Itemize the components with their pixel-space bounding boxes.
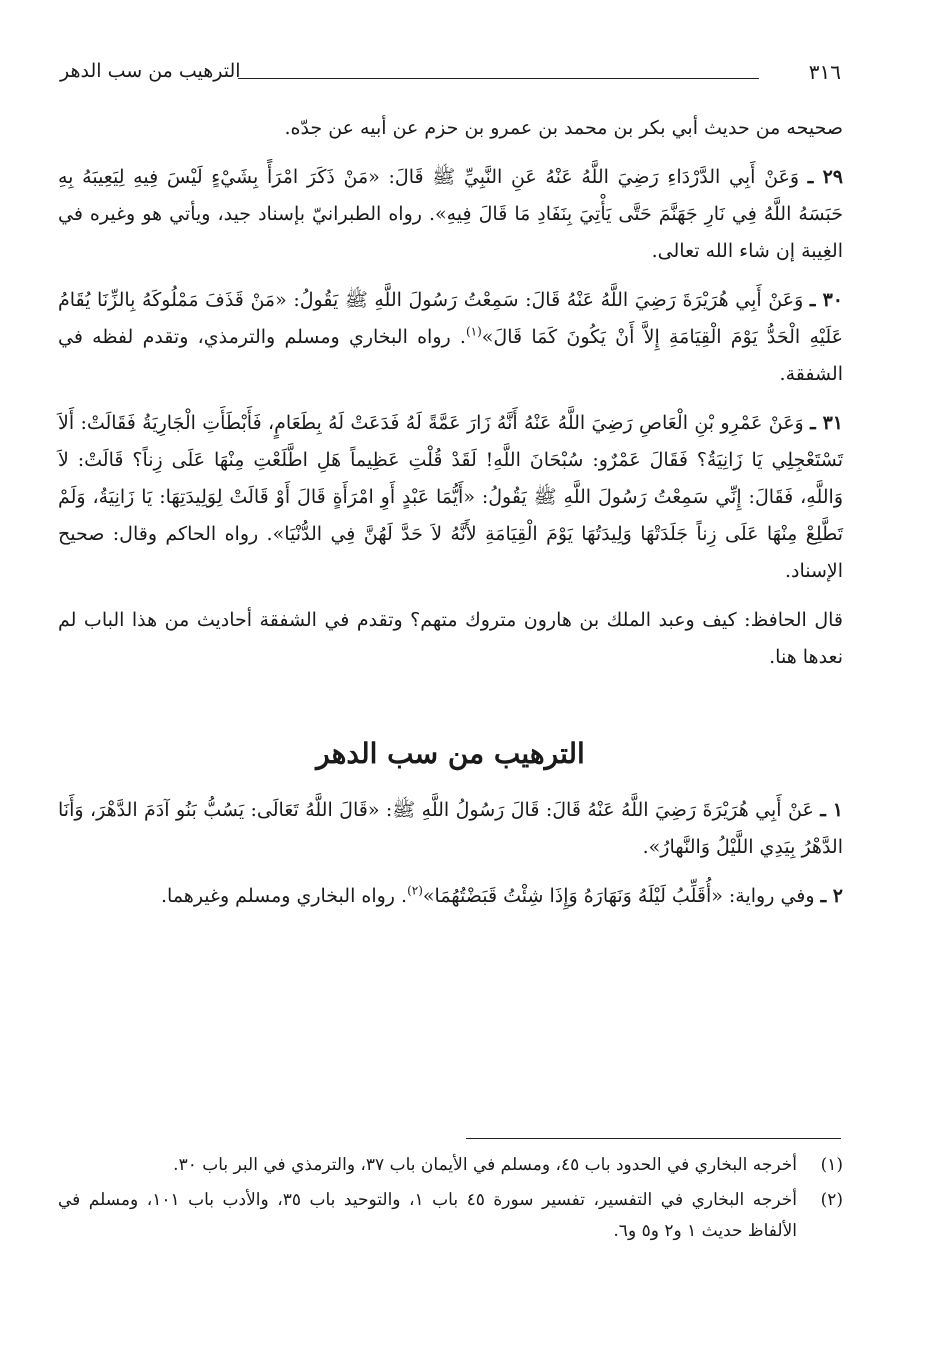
footnote-ref-2[interactable]: (٢): [407, 883, 423, 898]
footnote-number: (١): [820, 1155, 843, 1175]
hadith-text: وَعَنْ عَمْرِو بْنِ الْعَاصِ رَضِيَ اللَّهُ عَنْهُ أَنَّهُ زَارَ عَمَّةً لَهُ فَدَعَتْ لَهُ بِطَعَامٍ، فَأَبْطَأَتِ الْجَارِيَةُ فَقَالَتْ: أَلاَ تَسْتَعْجِلِي يَا زَانِيَةُ؟ فَقَالَ عَمْرٌو: سُبْحَانَ اللَّهِ! لَقَدْ قُلْتِ عَظِيماً هَلِ اطَّلَعْتِ مِنْهَا عَلَى زِناً؟ قَالَتْ: لاَ وَاللَّهِ، فَقَالَ: إِنِّي سَمِعْتُ رَسُولَ اللَّهِ ﷺ يَقُولُ: «أَيُّمَا عَبْدٍ أَوِ امْرَأَةٍ قَالَ أَوْ قَالَتْ لِوَلِيدَتِهَا: يَا زَانِيَةُ، وَلَمْ تَطَّلِعْ مِنْهَا عَلَى زِناً جَلَدَتْهَا وَلِيدَتُهَا يَوْمَ الْقِيَامَةِ لأَنَّهُ لاَ حَدَّ لَهُنَّ فِي الدُّنْيَا». رواه الحاكم وقال: صحيح الإسناد.: [58, 412, 843, 582]
footnote-rule: [466, 1138, 841, 1139]
hadith-text: وفي رواية: «أُقَلِّبُ لَيْلَهُ وَنَهَارَهُ وَإِذَا شِئْتُ قَبَضْتُهُمَا»: [422, 885, 815, 907]
running-header: [60, 52, 841, 92]
footnotes: [58, 1150, 843, 1251]
section-title: الترهيب من سب الدهر: [316, 737, 585, 770]
footnote-ref-1[interactable]: (١): [465, 324, 482, 339]
hadith-number: ٣٠ ـ: [809, 289, 843, 311]
footnote-number: (٢): [820, 1190, 843, 1210]
hadith-text: عَنْ أَبِي هُرَيْرَةَ رَضِيَ اللَّهُ عَنْهُ قَالَ: قَالَ رَسُولُ اللَّهِ ﷺ: «قَالَ اللَّهُ تَعَالَى: يَسُبُّ بَنُو آدَمَ الدَّهْرَ، وَأَنَا الدَّهْرُ بِيَدِي اللَّيْلُ وَالنَّهارُ».: [58, 799, 843, 858]
hadith-number: ٣١ ـ: [810, 412, 843, 434]
footnote-2: [58, 1185, 843, 1247]
hadith-text-after: . رواه البخاري ومسلم وغيرهما.: [160, 885, 408, 907]
page-number: ٣١٦: [808, 60, 841, 84]
paragraph-text: صحيحه من حديث أبي بكر بن محمد بن عمرو بن حزم عن أبيه عن جدّه.: [284, 117, 843, 139]
hadith-number: ٢٩ ـ: [807, 166, 843, 188]
section-hadith-1: [58, 792, 843, 866]
hadith-31: [58, 405, 843, 590]
hadith-30: [58, 282, 843, 393]
paragraph-text: قال الحافظ: كيف وعبد الملك بن هارون متروك متهم؟ وتقدم في الشفقة أحاديث من هذا الباب لم نعدها هنا.: [58, 609, 843, 668]
hadith-text: وَعَنْ أَبِي الدَّرْدَاءِ رَضِيَ اللَّهُ عَنْهُ عَنِ النَّبِيِّ ﷺ قَالَ: «مَنْ ذَكَرَ امْرَأً بِشَيْءٍ لَيْسَ فِيهِ لِيَعِيبَهُ بِهِ حَبَسَهُ اللَّهُ فِي نَارِ جَهَنَّمَ حَتَّى يَأْتِيَ بِنَفَادِ مَا قَالَ فِيهِ». رواه الطبرانيّ بإسناد جيد، ويأتي هو وغيره في الغِيبة إن شاء الله تعالى.: [58, 166, 843, 262]
hafiz-comment: [58, 602, 843, 676]
hadith-text-after: . رواه البخاري ومسلم والترمذي، وتقدم لفظه في الشفقة.: [58, 326, 843, 385]
section-hadith-2: [58, 878, 843, 915]
footnote-1: [58, 1150, 843, 1181]
hadith-number: ١ ـ: [820, 799, 843, 821]
hadith-text: وَعَنْ أَبِي هُرَيْرَةَ رَضِيَ اللَّهُ عَنْهُ قَالَ: سَمِعْتُ رَسُولَ اللَّهِ ﷺ يَقُولُ: «مَنْ قَذَفَ مَمْلُوكَهُ بِالزِّنَا يُقَامُ عَلَيْهِ الْحَدُّ يَوْمَ الْقِيَامَةِ إِلاَّ أَنْ يَكُونَ كَمَا قَالَ»: [58, 289, 843, 348]
hadith-number: ٢ ـ: [820, 885, 843, 907]
paragraph-continuation: [58, 110, 843, 147]
footnote-text: أخرجه البخاري في الحدود باب ٤٥، ومسلم في الأيمان باب ٣٧، والترمذي في البر باب ٣٠.: [173, 1155, 797, 1175]
hadith-29: [58, 159, 843, 270]
running-title: الترهيب من سب الدهر: [60, 60, 241, 82]
main-text: [58, 110, 843, 927]
footnote-text: أخرجه البخاري في التفسير، تفسير سورة ٤٥ باب ١، والتوحيد باب ٣٥، والأدب باب ١٠١، ومسلم في الألفاظ حديث ١ و٢ و٥ و٦.: [58, 1190, 798, 1241]
header-rule: [238, 78, 759, 79]
